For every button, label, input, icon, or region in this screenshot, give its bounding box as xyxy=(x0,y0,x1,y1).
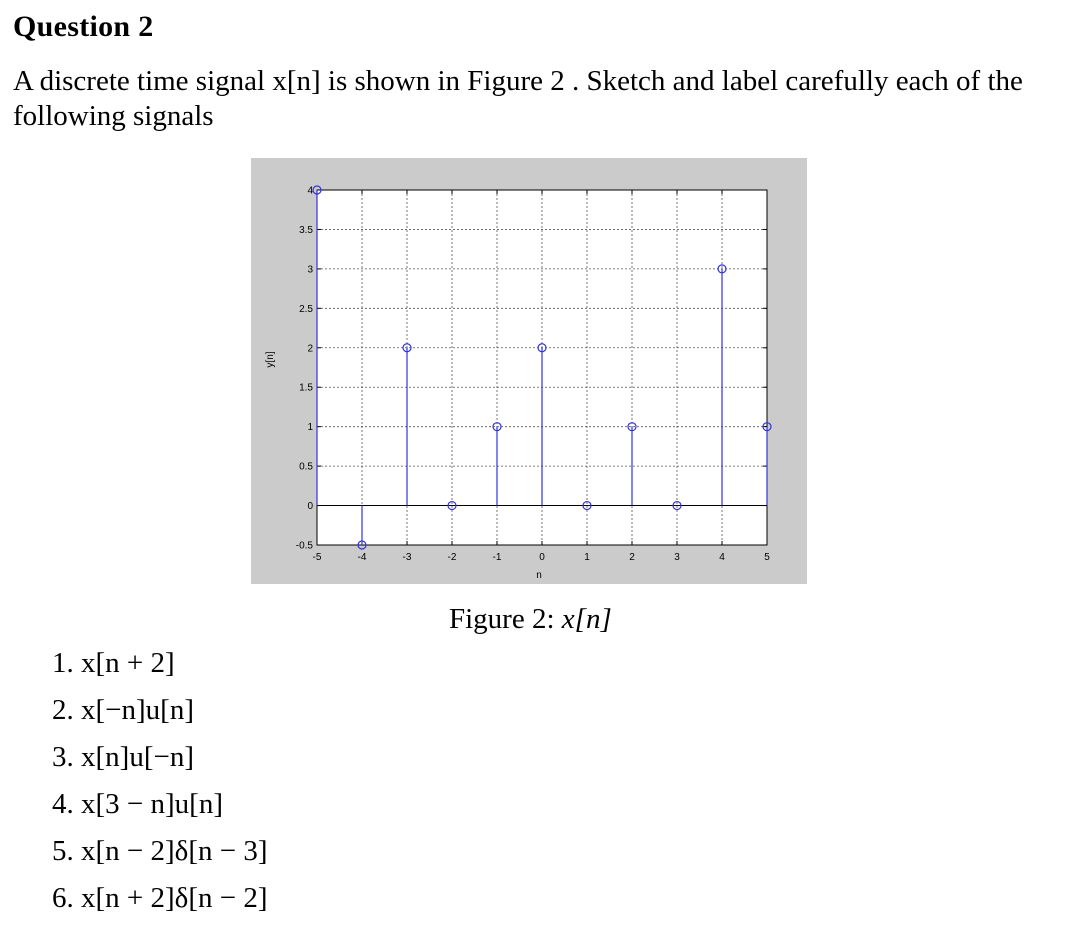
x-tick-label: 4 xyxy=(719,552,725,563)
question-intro: A discrete time signal x[n] is shown in Figure 2 . Sketch and label carefully each of the following signals xyxy=(13,65,1023,132)
list-item xyxy=(52,640,268,687)
x-axis-label: n xyxy=(536,570,542,581)
list-item xyxy=(52,828,268,875)
list-item-number: 6. xyxy=(52,882,74,914)
figure-2 xyxy=(251,158,807,584)
list-item-number: 3. xyxy=(52,741,74,773)
x-tick-label: 1 xyxy=(584,552,590,563)
x-tick-label: 2 xyxy=(629,552,635,563)
x-tick-label: 5 xyxy=(764,552,770,563)
x-tick-label: -4 xyxy=(357,552,367,563)
list-item-expression: x[3 − n]u[n] xyxy=(81,788,223,820)
x-tick-label: 3 xyxy=(674,552,680,563)
stem-plot xyxy=(251,158,807,584)
y-tick-label: 0 xyxy=(307,501,313,513)
y-tick-label: 2 xyxy=(307,343,313,355)
list-item-expression: x[n − 2]δ[n − 3] xyxy=(81,835,268,867)
list-item-number: 5. xyxy=(52,835,74,867)
y-tick-label: 1.5 xyxy=(299,382,313,394)
list-item-expression: x[−n]u[n] xyxy=(81,694,194,726)
x-tick-label: -1 xyxy=(492,552,502,563)
caption-math: x[n] xyxy=(561,603,612,635)
y-tick-label: 3 xyxy=(307,264,313,276)
list-item xyxy=(52,781,268,828)
list-item xyxy=(52,687,268,734)
list-item-number: 4. xyxy=(52,788,74,820)
y-tick-label: 2.5 xyxy=(299,303,313,315)
y-tick-label: 1 xyxy=(307,422,313,434)
question-title: Question 2 xyxy=(13,10,154,43)
list-item-number: 1. xyxy=(52,647,74,679)
y-tick-label: 4 xyxy=(307,185,313,197)
list-item xyxy=(52,875,268,922)
caption-prefix: Figure 2: xyxy=(449,603,562,635)
x-tick-label: -3 xyxy=(402,552,412,563)
x-tick-label: -5 xyxy=(312,552,322,563)
list-item xyxy=(52,734,268,781)
list-item-expression: x[n + 2] xyxy=(81,647,175,679)
list-item-expression: x[n]u[−n] xyxy=(81,741,194,773)
figure-caption xyxy=(449,603,612,636)
x-tick-label: 0 xyxy=(539,552,545,563)
list-item-number: 2. xyxy=(52,694,74,726)
y-tick-label: 0.5 xyxy=(299,461,313,473)
x-tick-label: -2 xyxy=(447,552,457,563)
y-axis-label: y[n] xyxy=(265,351,276,368)
list-item-expression: x[n + 2]δ[n − 2] xyxy=(81,882,268,914)
y-tick-label: 3.5 xyxy=(299,224,313,236)
y-tick-label: -0.5 xyxy=(295,540,313,552)
signal-list xyxy=(52,640,268,922)
